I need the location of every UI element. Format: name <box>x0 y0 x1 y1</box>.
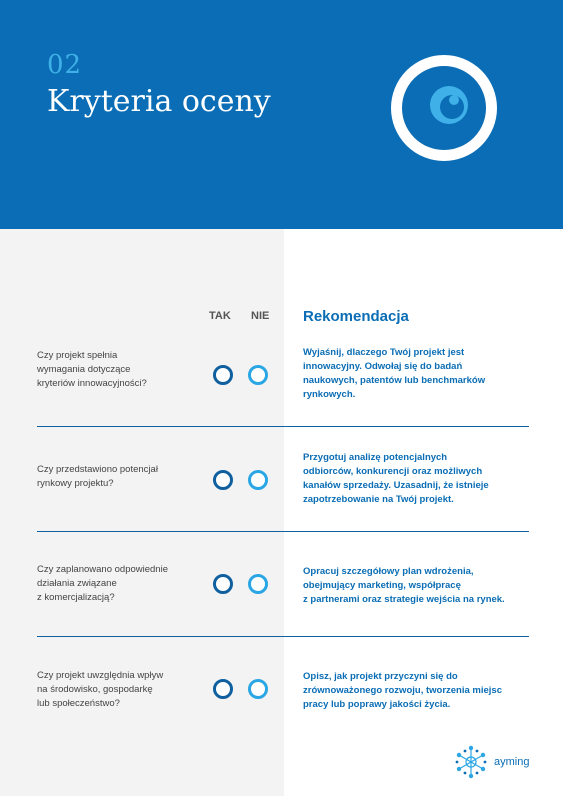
section-number: 02 <box>47 50 83 80</box>
question-1: Czy projekt spełnia wymagania dotyczące kryteriów innowacyjności? <box>37 350 147 389</box>
section-title: Kryteria oceny <box>47 84 271 119</box>
question-4: Czy projekt uwzględnia wpływ na środowisko, gospodarkę lub społeczeństwo? <box>37 670 164 709</box>
row-divider <box>37 531 529 532</box>
question-3: Czy zaplanowano odpowiednie działania związane z komercjalizacją? <box>37 564 168 603</box>
radio-yes-3[interactable] <box>213 574 233 594</box>
ayming-logo-icon <box>454 745 488 779</box>
column-header-recommendation: Rekomendacja <box>303 308 409 325</box>
radio-yes-1[interactable] <box>213 365 233 385</box>
radio-yes-4[interactable] <box>213 679 233 699</box>
column-header-no: NIE <box>251 310 270 322</box>
row-divider <box>37 636 529 637</box>
radio-no-2[interactable] <box>248 470 268 490</box>
row-divider <box>37 426 529 427</box>
recommendation-3: Opracuj szczegółowy plan wdrożenia, obejmujący marketing, współpracę z partnerami oraz strategie wejścia na rynek. <box>303 566 505 605</box>
eye-highlight-icon <box>449 95 459 105</box>
recommendation-4: Opisz, jak projekt przyczyni się do zrównoważonego rozwoju, tworzenia miejsc pracy lub poprawy jakości życia. <box>303 671 502 710</box>
recommendation-1: Wyjaśnij, dlaczego Twój projekt jest innowacyjny. Odwołaj się do badań naukowych, patentów lub benchmarków rynkowych. <box>303 347 486 400</box>
column-header-yes: TAK <box>209 310 231 322</box>
question-2: Czy przedstawiono potencjał rynkowy projektu? <box>37 464 158 489</box>
radio-no-3[interactable] <box>248 574 268 594</box>
logo-wordmark: ayming <box>494 756 530 768</box>
recommendation-2: Przygotuj analizę potencjalnych odbiorców, konkurencji oraz możliwych kanałów sprzedaży. Uzasadnij, że istnieje zapotrzebowanie na Twój projekt. <box>303 452 489 505</box>
radio-no-1[interactable] <box>248 365 268 385</box>
radio-no-4[interactable] <box>248 679 268 699</box>
radio-yes-2[interactable] <box>213 470 233 490</box>
